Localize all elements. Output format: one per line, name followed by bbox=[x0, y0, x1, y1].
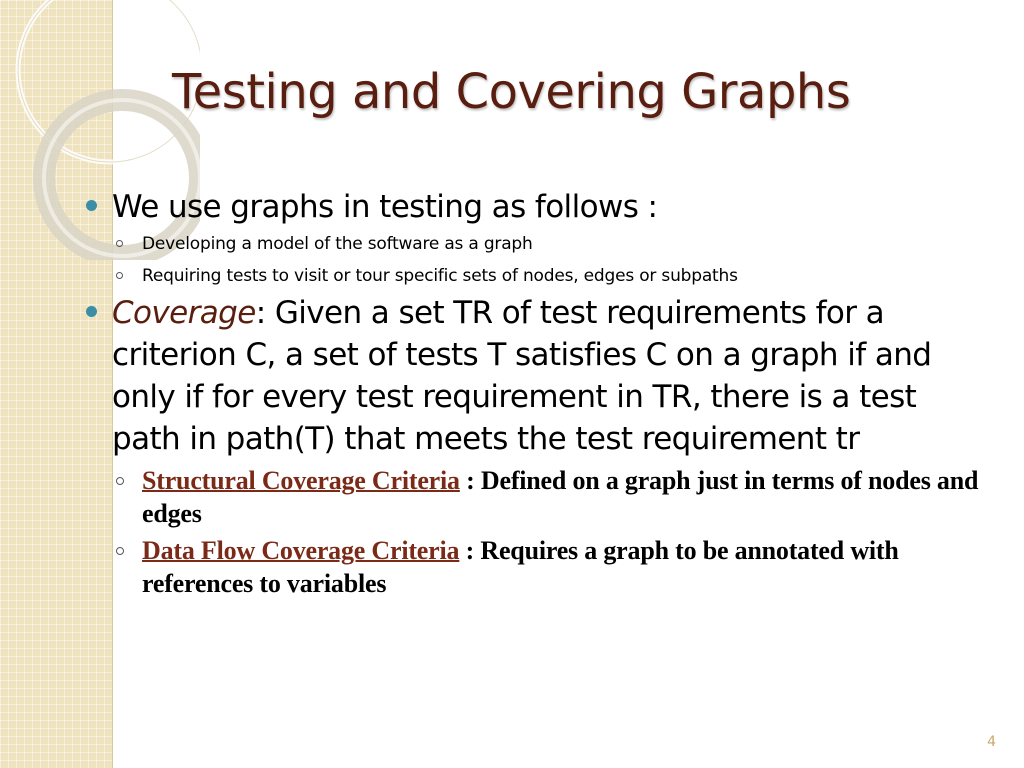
sub-bullet-ring-icon bbox=[116, 547, 124, 555]
sub-bullet-text: Developing a model of the software as a graph bbox=[142, 234, 533, 254]
bullet-text: We use graphs in testing as follows : bbox=[112, 189, 658, 225]
bullet-text: : Given a set TR of test requirements for a criterion C, a set of tests T satisfies C on a graph if and only if for every test requirement in TR, there is a test path in path(T) that meets the test requirement tr bbox=[112, 295, 932, 457]
bullet-dot-icon bbox=[86, 306, 97, 317]
sub-bullet-item bbox=[84, 464, 989, 530]
sub-bullet-item bbox=[84, 228, 989, 260]
sub-bullet-ring-icon bbox=[116, 272, 123, 279]
sub-bullet-ring-icon bbox=[116, 240, 123, 247]
sub-bullet-text: : Defined on a graph just in terms of nodes and edges bbox=[142, 466, 979, 528]
coverage-term: Coverage bbox=[112, 295, 256, 331]
bullet-item bbox=[84, 292, 989, 460]
slide-title: Testing and Covering Graphs bbox=[172, 64, 851, 120]
page-number: 4 bbox=[987, 734, 996, 750]
sub-bullet-item bbox=[84, 260, 989, 292]
bullet-item bbox=[84, 186, 989, 228]
data-flow-coverage-link[interactable]: Data Flow Coverage Criteria bbox=[142, 536, 460, 565]
bullet-dot-icon bbox=[86, 200, 97, 211]
sub-bullet-text: : Requires a graph to be annotated with references to variables bbox=[142, 536, 899, 598]
structural-coverage-link[interactable]: Structural Coverage Criteria bbox=[142, 466, 460, 495]
sub-bullet-ring-icon bbox=[116, 477, 124, 485]
sub-bullet-text: Requiring tests to visit or tour specific sets of nodes, edges or subpaths bbox=[142, 266, 738, 286]
sub-bullet-item bbox=[84, 534, 989, 600]
slide-body bbox=[84, 186, 989, 600]
